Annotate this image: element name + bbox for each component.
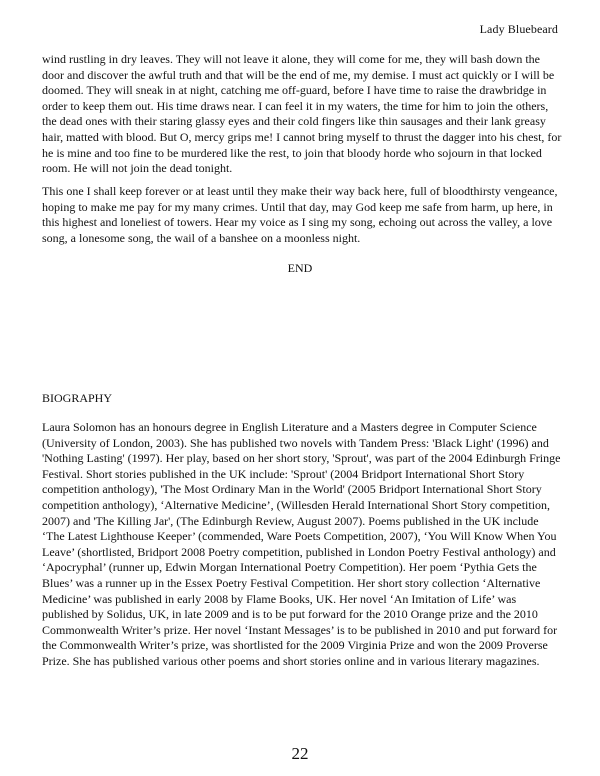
story-paragraph-1: wind rustling in dry leaves. They will not leave it alone, they will come for me, they will bash down the door and discover the awful truth and that will be the end of me, my demise. I must act quickly or I will be doomed. They will sneak in at night, catching me off-guard, before I have time to raise the drawbridge in order to keep them out. His time draws near. I can feel it in my waters, the time for him to join the others, the dead ones with their staring glassy eyes and their cold fingers like thin sausages and their lank greasy hair, matted with blood. But O, mercy grips me! I cannot bring myself to thrust the dagger into his chest, for he is mine and too fine to be murdered like the rest, to join that bloody horde who sojourn in that locked room. He will not join the dead tonight. — [42, 52, 562, 176]
biography-heading: BIOGRAPHY — [42, 391, 113, 405]
story-paragraph-2: This one I shall keep forever or at least until they make their way back here, full of bloodthirsty vengeance, hoping to make me pay for my many crimes. Until that day, may God keep me safe from harm, up here, in this highest and loneliest of towers. Hear my voice as I sing my song, echoing out across the valley, a love song, a lonesome song, the wail of a banshee on a moonless night. — [42, 184, 558, 245]
running-header-title: Lady Bluebeard — [479, 22, 558, 36]
page-number: 22 — [291, 744, 309, 763]
end-marker: END — [287, 261, 313, 275]
biography-paragraph: Laura Solomon has an honours degree in English Literature and a Masters degree in Computer Science (University of London, 2003). She has published two novels with Tandem Press: 'Black Light' (1996) and 'Nothing Lasting' (1997). Her play, based on her short story, 'Sprout', was part of the 2004 Edinburgh Fringe Festival. Short stories published in the UK include: 'Sprout' (2004 Bridport International Short Story competition anthology), 'The Most Ordinary Man in the World' (2005 Bridport International Short Story competition anthology), ‘Alternative Medicine’, (Willesden Herald International Short Story competition, 2007) and 'The Killing Jar', (The Edinburgh Review, August 2007). Poems published in the UK include ‘The Latest Lighthouse Keeper’ (commended, Ware Poets Competition, 2007), ‘You Will Know When You Leave’ (shortlisted, Bridport 2008 Poetry competition, published in London Poetry Festival anthology) and ‘Apocryphal’ (runner up, Edwin Morgan International Poetry Competition). Her poem ‘Pythia Gets the Blues’ was a runner up in the Essex Poetry Festival Competition. Her short story collection ‘Alternative Medicine’ was published in early 2008 by Flame Books, UK. Her novel ‘An Imitation of Life’ was published by Solidus, UK, in late 2009 and is to be put forward for the 2010 Orange prize and the 2010 Commonwealth Writer’s prize. Her novel ‘Instant Messages’ is to be published in 2010 and put forward for the Commonwealth Writer’s prize, was shortlisted for the 2009 Virginia Prize and won the 2009 Proverse Prize. She has published various other poems and short stories online and in various literary magazines. — [42, 420, 561, 668]
